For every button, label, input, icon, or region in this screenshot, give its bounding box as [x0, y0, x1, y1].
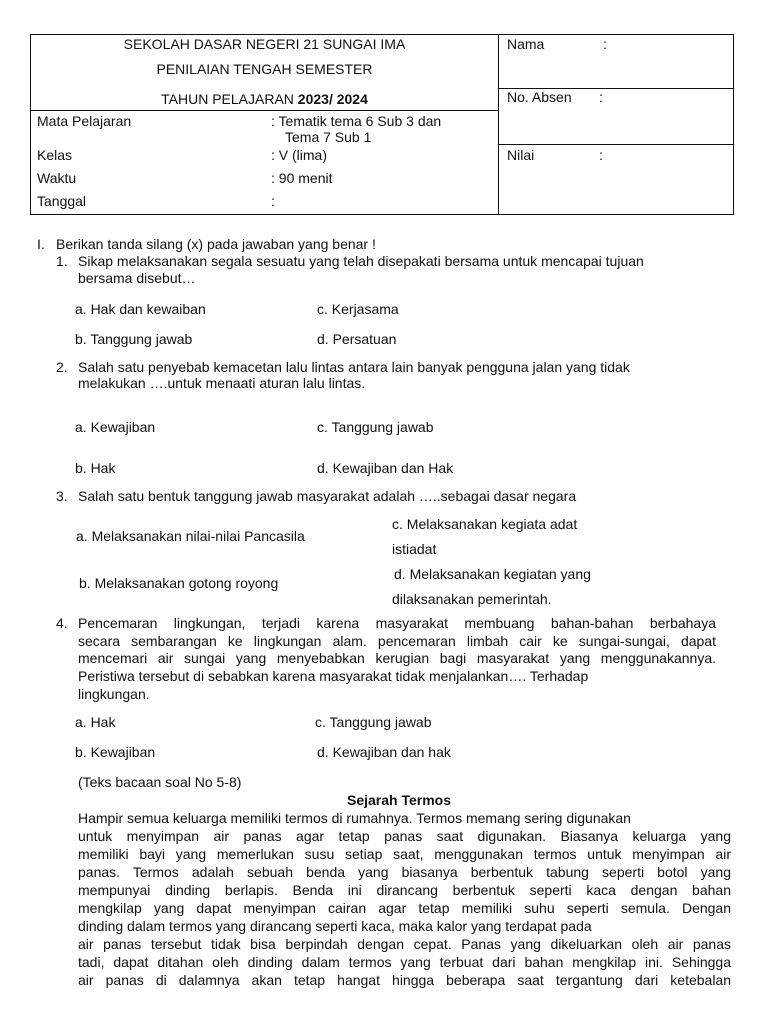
time-value: : 90 menit [271, 170, 333, 186]
question-2-option-b[interactable]: b. Hak [75, 460, 116, 476]
question-4-option-d[interactable]: d. Kewajiban dan hak [317, 744, 451, 760]
header-divider-vertical [498, 34, 499, 215]
reading-line-5: mempunyai dinding berlapis. Benda ini dirancang berbentuk seperti kaca dengan bahan [78, 882, 731, 898]
name-label: Nama [507, 36, 545, 52]
question-1-option-b[interactable]: b. Tanggung jawab [75, 331, 193, 347]
question-3-option-d[interactable]: d. Melaksanakan kegiatan yang [394, 566, 591, 582]
question-4-option-a[interactable]: a. Hak [75, 714, 116, 730]
academic-year-label: TAHUN PELAJARAN [161, 91, 298, 107]
reading-line-9: tadi, dapat ditahan oleh dinding dalam termos yang terbuat dari bahan mengkilap ini. Sehingga [78, 954, 731, 970]
reading-line-6: mengkilap yang dapat menyimpan cairan agar tetap memiliki suhu seperti semula. Dengan [78, 900, 731, 916]
question-4-text-2: secara sembarangan ke lingkungan alam. pencemaran limbah cair ke sungai-sungai, dapat [78, 633, 716, 649]
question-3-option-b[interactable]: b. Melaksanakan gotong royong [79, 575, 279, 591]
reading-note: (Teks bacaan soal No 5-8) [78, 774, 242, 790]
question-1-number: 1. [56, 253, 68, 269]
academic-year [31, 91, 498, 109]
reading-title: Sejarah Termos [347, 792, 452, 808]
question-2-option-d[interactable]: d. Kewajiban dan Hak [317, 460, 454, 476]
reading-line-10: air panas di dalamnya akan tetap hangat hingga beberapa saat tergantung dari ketebalan [78, 972, 731, 988]
date-value: : [271, 193, 275, 209]
exam-title: PENILAIAN TENGAH SEMESTER [156, 61, 373, 77]
reading-line-1: Hampir semua keluarga memiliki termos di rumahnya. Termos memang sering digunakan [78, 810, 631, 826]
score-colon: : [599, 147, 603, 163]
question-4-text: Pencemaran lingkungan, terjadi karena masyarakat membuang bahan-bahan berbahaya [78, 615, 716, 631]
question-4-text-5: lingkungan. [78, 686, 150, 702]
reading-line-2: untuk menyimpan air panas agar tetap panas saat digunakan. Biasanya keluarga yang [78, 828, 731, 844]
score-label: Nilai [507, 147, 535, 163]
reading-line-8: air panas tersebut tidak bisa berpindah dengan cepat. Panas yang dikeluarkan oleh air panas [78, 936, 731, 952]
date-label: Tanggal [37, 193, 87, 209]
subject-value-line2: Tema 7 Sub 1 [285, 129, 372, 145]
question-2-option-c[interactable]: c. Tanggung jawab [317, 419, 434, 435]
question-2-text: Salah satu penyebab kemacetan lalu lintas antara lain banyak pengguna jalan yang tidak [78, 359, 630, 375]
header-divider-right-2 [498, 144, 734, 145]
section-instruction: Berikan tanda silang (x) pada jawaban yang benar ! [56, 236, 376, 252]
question-1-text: Sikap melaksanakan segala sesuatu yang telah disepakati bersama untuk mencapai tujuan [78, 253, 644, 269]
class-label: Kelas [37, 147, 73, 163]
question-1-option-c[interactable]: c. Kerjasama [317, 301, 399, 317]
question-3-option-c-line2: istiadat [392, 541, 437, 557]
question-4-option-c[interactable]: c. Tanggung jawab [315, 714, 432, 730]
question-2-number: 2. [56, 359, 68, 375]
question-3-text: Salah satu bentuk tanggung jawab masyarakat adalah …..sebagai dasar negara [78, 488, 577, 504]
question-4-text-4: Peristiwa tersebut di sebabkan karena masyarakat tidak menjalankan…. Terhadap [78, 668, 589, 684]
name-colon: : [603, 36, 607, 52]
question-4-option-b[interactable]: b. Kewajiban [75, 744, 156, 760]
time-label: Waktu [37, 170, 77, 186]
reading-line-7: dinding dalam termos yang dirancang seperti kaca, maka kalor yang terdapat pada [78, 918, 592, 934]
header-divider-left [30, 110, 499, 111]
absen-colon: : [599, 89, 603, 105]
school-name: SEKOLAH DASAR NEGERI 21 SUNGAI IMA [123, 36, 406, 52]
question-4-text-3: mencemari air sungai yang menyebabkan kerugian bagi masyarakat yang menggunakannya. [78, 650, 716, 666]
subject-value: : Tematik tema 6 Sub 3 dan [271, 113, 442, 129]
question-4-number: 4. [56, 615, 68, 631]
academic-year-value: 2023/ 2024 [297, 91, 368, 107]
question-3-number: 3. [56, 488, 68, 504]
question-3-option-d-line2: dilaksanakan pemerintah. [392, 591, 552, 607]
reading-line-4: panas. Termos adalah sebuah benda yang biasanya berbentuk tabung seperti botol yang [78, 864, 731, 880]
absen-label: No. Absen [507, 89, 572, 105]
reading-line-3: memiliki bayi yang memerlukan susu setiap saat, menggunakan termos untuk menyimpan air [78, 846, 731, 862]
class-value: : V (lima) [271, 147, 327, 163]
question-1-option-a[interactable]: a. Hak dan kewaiban [75, 301, 206, 317]
section-number: I. [37, 236, 45, 252]
question-3-option-c[interactable]: c. Melaksanakan kegiata adat [392, 516, 578, 532]
question-2-text-2: melakukan ….untuk menaati aturan lalu lintas. [78, 375, 366, 391]
question-3-option-a[interactable]: a. Melaksanakan nilai-nilai Pancasila [76, 528, 305, 544]
subject-label: Mata Pelajaran [37, 113, 132, 129]
question-2-option-a[interactable]: a. Kewajiban [75, 419, 156, 435]
question-1-text-2: bersama disebut… [78, 270, 196, 286]
question-1-option-d[interactable]: d. Persatuan [317, 331, 397, 347]
